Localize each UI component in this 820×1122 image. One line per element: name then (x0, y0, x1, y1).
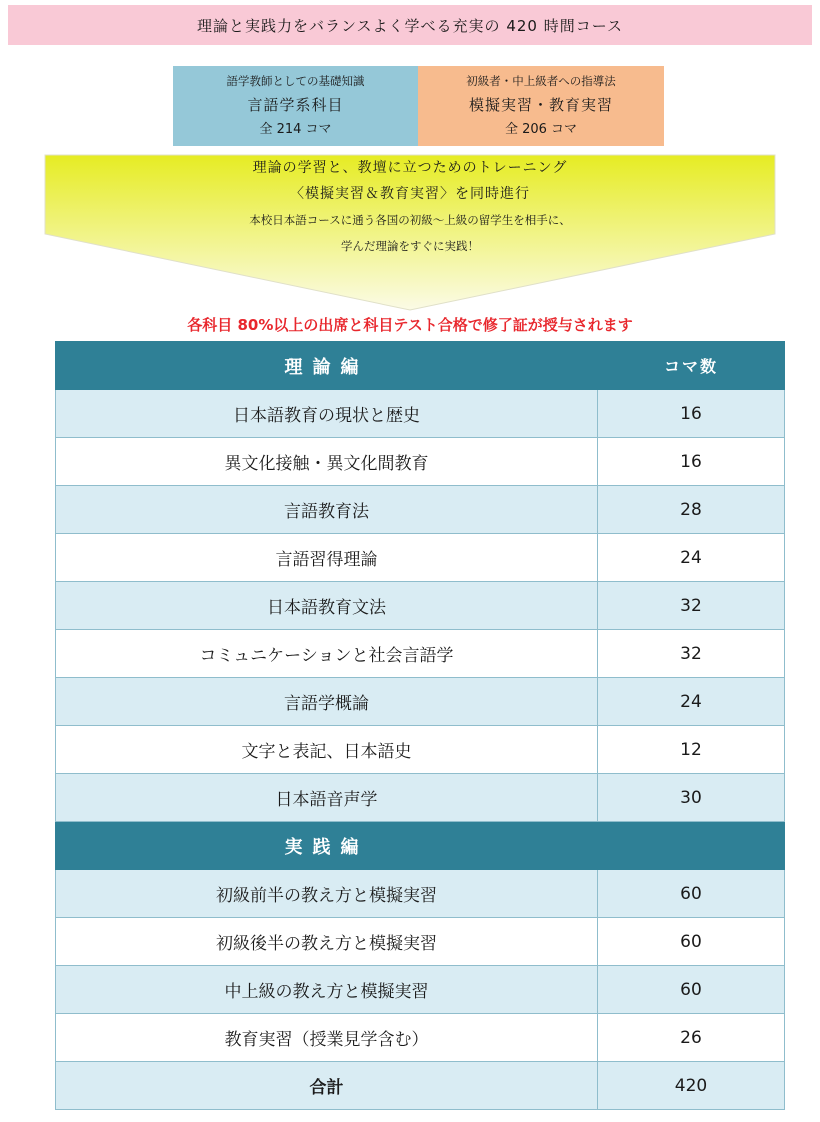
subject-count: 24 (598, 678, 785, 726)
table-row (56, 1014, 785, 1062)
table-row (56, 726, 785, 774)
subject-count: 32 (598, 582, 785, 630)
subject-count: 28 (598, 486, 785, 534)
total-value: 420 (598, 1062, 785, 1110)
subject-count: 24 (598, 534, 785, 582)
banner-text: 理論と実践力をバランスよく学べる充実の 420 時間コース (197, 16, 623, 35)
subject-name: 日本語教育の現状と歴史 (56, 390, 598, 438)
subject-name: 中上級の教え方と模擬実習 (56, 966, 598, 1014)
subject-name: コミュニケーションと社会言語学 (56, 630, 598, 678)
subject-count: 16 (598, 438, 785, 486)
subject-name: 日本語教育文法 (56, 582, 598, 630)
arrow-line-3: 本校日本語コースに通う各国の初級〜上級の留学生を相手に、 (249, 213, 571, 227)
arrow-line-2: 〈模擬実習＆教育実習〉を同時進行 (290, 186, 530, 202)
subject-name: 言語習得理論 (56, 534, 598, 582)
table-row (56, 486, 785, 534)
arrow-line-4: 学んだ理論をすぐに実践！ (341, 239, 479, 253)
arrow-line-1: 理論の学習と、教壇に立つためのトレーニング (252, 160, 568, 176)
subject-name: 文字と表記、日本語史 (56, 726, 598, 774)
total-row (56, 1062, 785, 1110)
table-row (56, 630, 785, 678)
linguistics-box-title: 言語学系科目 (247, 96, 344, 114)
table-row (56, 390, 785, 438)
practice-header-count (598, 822, 785, 870)
subject-name: 初級前半の教え方と模擬実習 (56, 870, 598, 918)
count-header: コマ数 (598, 342, 785, 390)
table-row (56, 678, 785, 726)
subject-count: 26 (598, 1014, 785, 1062)
practice-header: 実践編 (56, 822, 598, 870)
subject-name: 初級後半の教え方と模擬実習 (56, 918, 598, 966)
subject-name: 異文化接触・異文化間教育 (56, 438, 598, 486)
subject-count: 30 (598, 774, 785, 822)
theory-header: 理論編 (56, 342, 598, 390)
table-row (56, 966, 785, 1014)
arrow-text (45, 155, 775, 259)
subject-name: 言語教育法 (56, 486, 598, 534)
practice-header-row (56, 822, 785, 870)
completion-notice: 各科目 80%以上の出席と科目テスト合格で修了証が授与されます (187, 316, 633, 334)
subject-count: 32 (598, 630, 785, 678)
table-row (56, 582, 785, 630)
total-label: 合計 (56, 1062, 598, 1110)
table-row (56, 438, 785, 486)
practice-box-subtitle: 初級者・中上級者への指導法 (466, 74, 616, 88)
table-row (56, 918, 785, 966)
subject-name: 言語学概論 (56, 678, 598, 726)
course-table (55, 341, 785, 1110)
table-row (56, 534, 785, 582)
subject-count: 60 (598, 870, 785, 918)
subject-name: 日本語音声学 (56, 774, 598, 822)
subject-count: 60 (598, 918, 785, 966)
practice-box-count: 全 206 コマ (504, 122, 578, 137)
subject-count: 12 (598, 726, 785, 774)
subject-count: 16 (598, 390, 785, 438)
table-row (56, 870, 785, 918)
linguistics-box-count: 全 214 コマ (259, 122, 332, 137)
linguistics-box-subtitle: 語学教師としての基礎知識 (226, 74, 365, 88)
subject-name: 教育実習（授業見学含む） (56, 1014, 598, 1062)
practice-box-title: 模擬実習・教育実習 (468, 96, 613, 114)
theory-header-row (56, 342, 785, 390)
subject-count: 60 (598, 966, 785, 1014)
table-row (56, 774, 785, 822)
